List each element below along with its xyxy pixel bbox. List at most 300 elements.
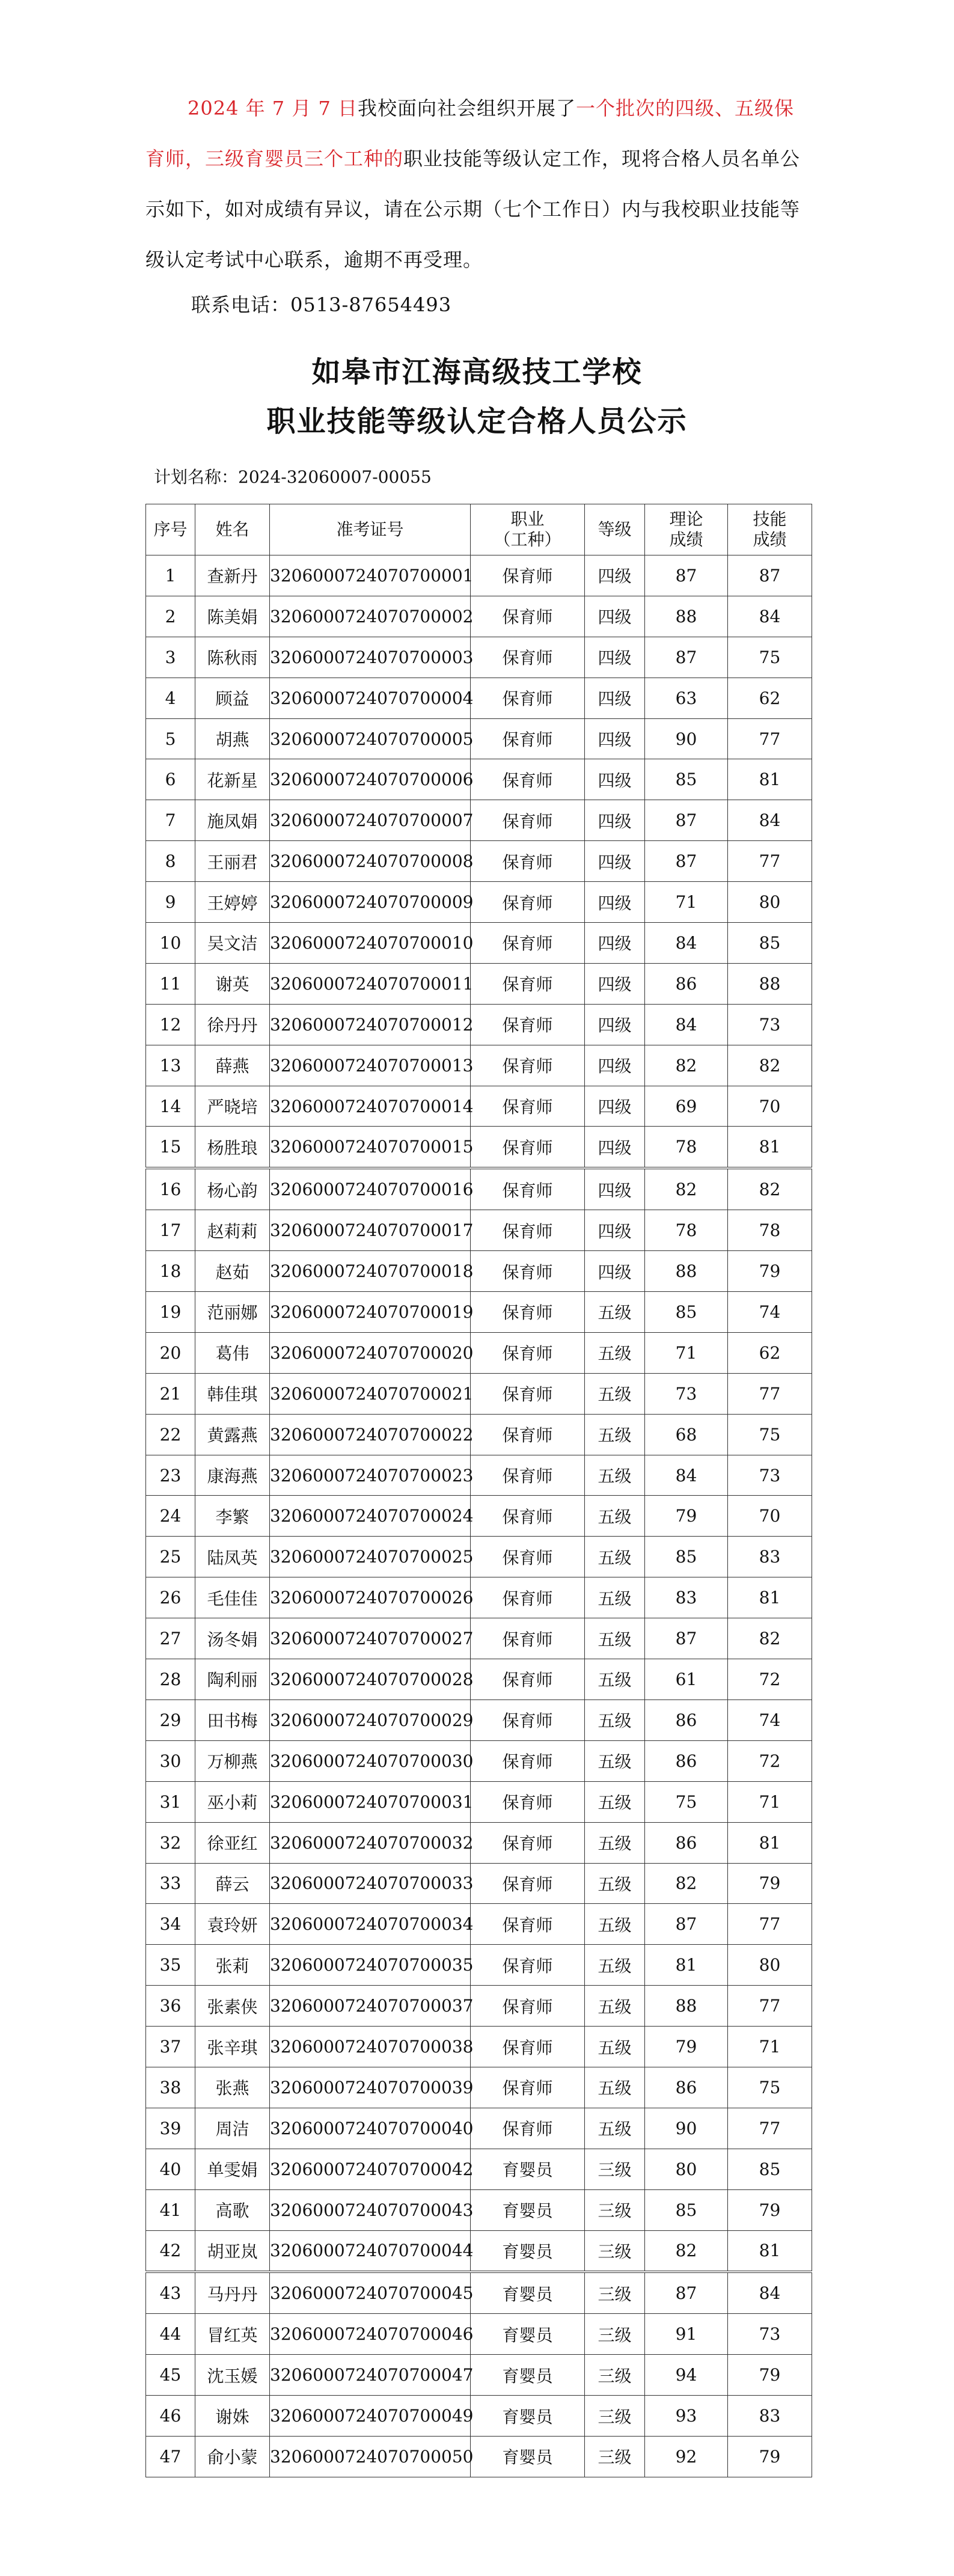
cell-level: 四级 — [585, 718, 645, 759]
cell-name: 马丹丹 — [195, 2272, 270, 2313]
cell-seq: 29 — [146, 1699, 195, 1740]
cell-theory-score: 63 — [645, 678, 728, 718]
cell-occupation: 保育师 — [471, 1537, 585, 1577]
cell-name: 张燕 — [195, 2067, 270, 2108]
cell-exam-id: 3206000724070700005 — [270, 718, 471, 759]
table-row — [146, 1127, 812, 1168]
cell-exam-id: 3206000724070700039 — [270, 2067, 471, 2108]
cell-skill-score: 75 — [728, 2067, 812, 2108]
cell-theory-score: 84 — [645, 923, 728, 964]
cell-exam-id: 3206000724070700004 — [270, 678, 471, 718]
cell-occupation: 育婴员 — [471, 2355, 585, 2396]
cell-seq: 34 — [146, 1904, 195, 1945]
cell-occupation: 保育师 — [471, 1863, 585, 1904]
cell-theory-score: 87 — [645, 637, 728, 678]
cell-level: 四级 — [585, 882, 645, 923]
table-row — [146, 1618, 812, 1659]
notice-text-a: 我校面向社会组织开展了 — [358, 97, 576, 120]
table-row — [146, 963, 812, 1004]
cell-theory-score: 84 — [645, 1004, 728, 1045]
cell-name: 赵茹 — [195, 1251, 270, 1292]
cell-level: 五级 — [585, 1659, 645, 1700]
table-row — [146, 2436, 812, 2477]
cell-skill-score: 79 — [728, 2436, 812, 2477]
cell-occupation: 育婴员 — [471, 2230, 585, 2272]
cell-occupation: 保育师 — [471, 1168, 585, 1210]
cell-level: 五级 — [585, 1373, 645, 1414]
cell-occupation: 保育师 — [471, 841, 585, 882]
cell-skill-score: 82 — [728, 1045, 812, 1086]
cell-exam-id: 3206000724070700011 — [270, 963, 471, 1004]
cell-name: 冒红英 — [195, 2314, 270, 2355]
announcement-title: 职业技能等级认定合格人员公示 — [266, 405, 688, 438]
cell-seq: 42 — [146, 2230, 195, 2272]
cell-exam-id: 3206000724070700009 — [270, 882, 471, 923]
cell-seq: 7 — [146, 800, 195, 841]
cell-name: 胡燕 — [195, 718, 270, 759]
cell-theory-score: 79 — [645, 1496, 728, 1537]
cell-occupation: 保育师 — [471, 1577, 585, 1618]
cell-seq: 35 — [146, 1945, 195, 1986]
cell-exam-id: 3206000724070700031 — [270, 1781, 471, 1822]
table-row — [146, 2396, 812, 2437]
cell-level: 五级 — [585, 1455, 645, 1496]
cell-skill-score: 77 — [728, 1986, 812, 2027]
cell-name: 范丽娜 — [195, 1292, 270, 1333]
cell-occupation: 保育师 — [471, 1904, 585, 1945]
cell-skill-score: 71 — [728, 2027, 812, 2067]
cell-level: 三级 — [585, 2314, 645, 2355]
cell-seq: 2 — [146, 596, 195, 637]
table-row — [146, 1537, 812, 1577]
cell-seq: 23 — [146, 1455, 195, 1496]
cell-name: 杨胜琅 — [195, 1127, 270, 1168]
cell-level: 三级 — [585, 2272, 645, 2313]
cell-theory-score: 87 — [645, 1618, 728, 1659]
cell-seq: 8 — [146, 841, 195, 882]
table-row — [146, 1292, 812, 1333]
notice-batch: 一个批次的四级、五级保育师，三级育婴员三个工种的 — [145, 97, 795, 170]
cell-seq: 39 — [146, 2108, 195, 2149]
cell-skill-score: 77 — [728, 2108, 812, 2149]
cell-exam-id: 3206000724070700016 — [270, 1168, 471, 1210]
cell-occupation: 育婴员 — [471, 2272, 585, 2313]
cell-skill-score: 81 — [728, 1577, 812, 1618]
cell-name: 韩佳琪 — [195, 1373, 270, 1414]
cell-seq: 33 — [146, 1863, 195, 1904]
cell-level: 四级 — [585, 678, 645, 718]
cell-seq: 20 — [146, 1332, 195, 1373]
cell-exam-id: 3206000724070700028 — [270, 1659, 471, 1700]
cell-level: 五级 — [585, 1332, 645, 1373]
cell-seq: 11 — [146, 963, 195, 1004]
table-row — [146, 2067, 812, 2108]
cell-occupation: 育婴员 — [471, 2314, 585, 2355]
cell-name: 胡亚岚 — [195, 2230, 270, 2272]
cell-seq: 12 — [146, 1004, 195, 1045]
cell-name: 花新星 — [195, 759, 270, 800]
cell-name: 王丽君 — [195, 841, 270, 882]
cell-seq: 32 — [146, 1822, 195, 1863]
cell-name: 陈秋雨 — [195, 637, 270, 678]
cell-name: 徐丹丹 — [195, 1004, 270, 1045]
cell-level: 四级 — [585, 1210, 645, 1251]
table-row — [146, 1332, 812, 1373]
cell-level: 四级 — [585, 1086, 645, 1127]
cell-name: 顾益 — [195, 678, 270, 718]
cell-name: 陶利丽 — [195, 1659, 270, 1700]
table-row — [146, 1781, 812, 1822]
cell-skill-score: 80 — [728, 1945, 812, 1986]
cell-skill-score: 75 — [728, 1414, 812, 1455]
cell-skill-score: 80 — [728, 882, 812, 923]
cell-skill-score: 79 — [728, 2355, 812, 2396]
cell-occupation: 保育师 — [471, 678, 585, 718]
cell-seq: 17 — [146, 1210, 195, 1251]
table-row — [146, 759, 812, 800]
cell-name: 田书梅 — [195, 1699, 270, 1740]
cell-skill-score: 70 — [728, 1496, 812, 1537]
cell-seq: 44 — [146, 2314, 195, 2355]
cell-level: 三级 — [585, 2355, 645, 2396]
cell-seq: 43 — [146, 2272, 195, 2313]
cell-seq: 25 — [146, 1537, 195, 1577]
cell-name: 薛云 — [195, 1863, 270, 1904]
cell-theory-score: 83 — [645, 1577, 728, 1618]
cell-theory-score: 79 — [645, 2027, 728, 2067]
cell-skill-score: 81 — [728, 1822, 812, 1863]
header-skill-line1: 技能 — [753, 509, 787, 529]
cell-name: 高歌 — [195, 2189, 270, 2230]
cell-exam-id: 3206000724070700010 — [270, 923, 471, 964]
cell-skill-score: 77 — [728, 841, 812, 882]
cell-seq: 26 — [146, 1577, 195, 1618]
cell-skill-score: 79 — [728, 2189, 812, 2230]
cell-occupation: 保育师 — [471, 1822, 585, 1863]
cell-occupation: 保育师 — [471, 2067, 585, 2108]
cell-skill-score: 72 — [728, 1659, 812, 1700]
cell-occupation: 保育师 — [471, 1373, 585, 1414]
cell-level: 四级 — [585, 923, 645, 964]
header-level: 等级 — [585, 504, 645, 555]
cell-exam-id: 3206000724070700030 — [270, 1740, 471, 1781]
cell-exam-id: 3206000724070700018 — [270, 1251, 471, 1292]
cell-level: 四级 — [585, 963, 645, 1004]
cell-exam-id: 3206000724070700042 — [270, 2149, 471, 2189]
cell-level: 四级 — [585, 596, 645, 637]
cell-seq: 16 — [146, 1168, 195, 1210]
cell-seq: 6 — [146, 759, 195, 800]
cell-theory-score: 87 — [645, 2272, 728, 2313]
cell-level: 四级 — [585, 555, 645, 596]
cell-exam-id: 3206000724070700035 — [270, 1945, 471, 1986]
cell-occupation: 保育师 — [471, 1781, 585, 1822]
cell-skill-score: 62 — [728, 678, 812, 718]
cell-seq: 40 — [146, 2149, 195, 2189]
cell-exam-id: 3206000724070700025 — [270, 1537, 471, 1577]
table-row — [146, 1210, 812, 1251]
table-row — [146, 2027, 812, 2067]
cell-level: 四级 — [585, 759, 645, 800]
cell-exam-id: 3206000724070700017 — [270, 1210, 471, 1251]
cell-occupation: 保育师 — [471, 759, 585, 800]
header-name: 姓名 — [195, 504, 270, 555]
cell-skill-score: 84 — [728, 2272, 812, 2313]
cell-skill-score: 78 — [728, 1210, 812, 1251]
cell-exam-id: 3206000724070700022 — [270, 1414, 471, 1455]
cell-theory-score: 73 — [645, 1373, 728, 1414]
cell-seq: 13 — [146, 1045, 195, 1086]
header-theory-line2: 成绩 — [669, 530, 703, 549]
cell-name: 李繁 — [195, 1496, 270, 1537]
cell-skill-score: 77 — [728, 1904, 812, 1945]
cell-name: 陈美娟 — [195, 596, 270, 637]
contact-phone: 联系电话：0513-87654493 — [191, 293, 452, 316]
cell-theory-score: 82 — [645, 1045, 728, 1086]
cell-skill-score: 77 — [728, 1373, 812, 1414]
cell-skill-score: 81 — [728, 1127, 812, 1168]
cell-level: 四级 — [585, 1251, 645, 1292]
cell-level: 三级 — [585, 2230, 645, 2272]
table-row — [146, 2230, 812, 2272]
cell-level: 五级 — [585, 1904, 645, 1945]
cell-exam-id: 3206000724070700003 — [270, 637, 471, 678]
notice-paragraph — [145, 83, 813, 285]
cell-theory-score: 84 — [645, 1455, 728, 1496]
table-row — [146, 1986, 812, 2027]
cell-theory-score: 78 — [645, 1210, 728, 1251]
cell-occupation: 保育师 — [471, 1496, 585, 1537]
table-row — [146, 1004, 812, 1045]
cell-exam-id: 3206000724070700001 — [270, 555, 471, 596]
cell-theory-score: 93 — [645, 2396, 728, 2437]
table-row — [146, 2149, 812, 2189]
cell-name: 单雯娟 — [195, 2149, 270, 2189]
cell-level: 三级 — [585, 2396, 645, 2437]
cell-name: 俞小蒙 — [195, 2436, 270, 2477]
cell-level: 五级 — [585, 1740, 645, 1781]
cell-level: 五级 — [585, 1414, 645, 1455]
cell-exam-id: 3206000724070700014 — [270, 1086, 471, 1127]
cell-occupation: 育婴员 — [471, 2436, 585, 2477]
cell-exam-id: 3206000724070700049 — [270, 2396, 471, 2437]
cell-seq: 46 — [146, 2396, 195, 2437]
table-row — [146, 841, 812, 882]
cell-level: 五级 — [585, 1945, 645, 1986]
cell-skill-score: 88 — [728, 963, 812, 1004]
cell-name: 黄露燕 — [195, 1414, 270, 1455]
cell-skill-score: 71 — [728, 1781, 812, 1822]
cell-name: 施凤娟 — [195, 800, 270, 841]
table-row — [146, 596, 812, 637]
header-occupation-line1: 职业 — [510, 509, 545, 529]
cell-name: 张辛琪 — [195, 2027, 270, 2067]
cell-exam-id: 3206000724070700038 — [270, 2027, 471, 2067]
header-occupation — [471, 504, 585, 555]
table-row — [146, 1045, 812, 1086]
cell-seq: 3 — [146, 637, 195, 678]
cell-level: 四级 — [585, 1045, 645, 1086]
cell-theory-score: 87 — [645, 841, 728, 882]
cell-theory-score: 88 — [645, 596, 728, 637]
cell-theory-score: 85 — [645, 759, 728, 800]
cell-level: 四级 — [585, 1168, 645, 1210]
cell-level: 四级 — [585, 841, 645, 882]
cell-skill-score: 79 — [728, 1863, 812, 1904]
table-row — [146, 1496, 812, 1537]
cell-theory-score: 90 — [645, 718, 728, 759]
cell-seq: 19 — [146, 1292, 195, 1333]
table-row — [146, 718, 812, 759]
cell-occupation: 保育师 — [471, 1740, 585, 1781]
cell-exam-id: 3206000724070700046 — [270, 2314, 471, 2355]
cell-seq: 21 — [146, 1373, 195, 1414]
cell-seq: 30 — [146, 1740, 195, 1781]
cell-occupation: 保育师 — [471, 800, 585, 841]
cell-name: 陆凤英 — [195, 1537, 270, 1577]
cell-skill-score: 82 — [728, 1618, 812, 1659]
table-header-row — [146, 504, 812, 555]
cell-seq: 9 — [146, 882, 195, 923]
cell-seq: 28 — [146, 1659, 195, 1700]
plan-name: 计划名称：2024-32060007-00055 — [154, 467, 432, 487]
cell-exam-id: 3206000724070700050 — [270, 2436, 471, 2477]
cell-exam-id: 3206000724070700008 — [270, 841, 471, 882]
table-row — [146, 1168, 812, 1210]
cell-exam-id: 3206000724070700047 — [270, 2355, 471, 2396]
table-body — [146, 555, 812, 2477]
cell-exam-id: 3206000724070700007 — [270, 800, 471, 841]
cell-name: 张莉 — [195, 1945, 270, 1986]
cell-name: 徐亚红 — [195, 1822, 270, 1863]
cell-name: 杨心韵 — [195, 1168, 270, 1210]
cell-theory-score: 69 — [645, 1086, 728, 1127]
cell-seq: 31 — [146, 1781, 195, 1822]
cell-theory-score: 71 — [645, 1332, 728, 1373]
cell-seq: 1 — [146, 555, 195, 596]
cell-theory-score: 88 — [645, 1986, 728, 2027]
cell-theory-score: 92 — [645, 2436, 728, 2477]
cell-name: 谢英 — [195, 963, 270, 1004]
cell-skill-score: 84 — [728, 596, 812, 637]
cell-exam-id: 3206000724070700006 — [270, 759, 471, 800]
cell-occupation: 保育师 — [471, 1986, 585, 2027]
cell-occupation: 保育师 — [471, 1332, 585, 1373]
cell-skill-score: 62 — [728, 1332, 812, 1373]
table-row — [146, 2272, 812, 2313]
header-skill-line2: 成绩 — [753, 530, 787, 549]
cell-seq: 18 — [146, 1251, 195, 1292]
table-row — [146, 1945, 812, 1986]
cell-level: 四级 — [585, 1004, 645, 1045]
cell-occupation: 保育师 — [471, 963, 585, 1004]
cell-exam-id: 3206000724070700020 — [270, 1332, 471, 1373]
cell-theory-score: 91 — [645, 2314, 728, 2355]
cell-name: 汤冬娟 — [195, 1618, 270, 1659]
cell-name: 万柳燕 — [195, 1740, 270, 1781]
cell-exam-id: 3206000724070700033 — [270, 1863, 471, 1904]
cell-theory-score: 86 — [645, 1822, 728, 1863]
cell-theory-score: 87 — [645, 800, 728, 841]
cell-theory-score: 85 — [645, 1292, 728, 1333]
cell-skill-score: 77 — [728, 718, 812, 759]
cell-theory-score: 78 — [645, 1127, 728, 1168]
cell-theory-score: 88 — [645, 1251, 728, 1292]
cell-name: 张素侠 — [195, 1986, 270, 2027]
cell-occupation: 保育师 — [471, 882, 585, 923]
table-row — [146, 882, 812, 923]
cell-name: 周洁 — [195, 2108, 270, 2149]
cell-level: 五级 — [585, 1986, 645, 2027]
cell-name: 袁玲妍 — [195, 1904, 270, 1945]
header-occupation-line2: （工种） — [494, 530, 561, 549]
cell-exam-id: 3206000724070700043 — [270, 2189, 471, 2230]
cell-level: 四级 — [585, 637, 645, 678]
cell-theory-score: 86 — [645, 1740, 728, 1781]
cell-seq: 10 — [146, 923, 195, 964]
cell-level: 五级 — [585, 1618, 645, 1659]
cell-theory-score: 94 — [645, 2355, 728, 2396]
cell-occupation: 保育师 — [471, 1618, 585, 1659]
cell-skill-score: 73 — [728, 2314, 812, 2355]
table-row — [146, 2189, 812, 2230]
cell-seq: 24 — [146, 1496, 195, 1537]
cell-occupation: 育婴员 — [471, 2189, 585, 2230]
cell-skill-score: 73 — [728, 1004, 812, 1045]
cell-skill-score: 82 — [728, 1168, 812, 1210]
cell-skill-score: 74 — [728, 1292, 812, 1333]
cell-occupation: 保育师 — [471, 1045, 585, 1086]
cell-theory-score: 81 — [645, 1945, 728, 1986]
cell-theory-score: 85 — [645, 1537, 728, 1577]
cell-level: 三级 — [585, 2149, 645, 2189]
cell-level: 五级 — [585, 1781, 645, 1822]
cell-theory-score: 71 — [645, 882, 728, 923]
cell-occupation: 保育师 — [471, 2108, 585, 2149]
cell-name: 巫小莉 — [195, 1781, 270, 1822]
cell-level: 五级 — [585, 1496, 645, 1537]
cell-exam-id: 3206000724070700012 — [270, 1004, 471, 1045]
cell-theory-score: 85 — [645, 2189, 728, 2230]
cell-theory-score: 82 — [645, 1168, 728, 1210]
cell-skill-score: 74 — [728, 1699, 812, 1740]
cell-occupation: 保育师 — [471, 1086, 585, 1127]
cell-skill-score: 70 — [728, 1086, 812, 1127]
cell-exam-id: 3206000724070700026 — [270, 1577, 471, 1618]
cell-level: 五级 — [585, 2067, 645, 2108]
cell-seq: 45 — [146, 2355, 195, 2396]
cell-name: 王婷婷 — [195, 882, 270, 923]
cell-skill-score: 72 — [728, 1740, 812, 1781]
cell-name: 吴文洁 — [195, 923, 270, 964]
cell-seq: 14 — [146, 1086, 195, 1127]
cell-name: 严晓培 — [195, 1086, 270, 1127]
cell-exam-id: 3206000724070700029 — [270, 1699, 471, 1740]
header-exam-id: 准考证号 — [270, 504, 471, 555]
cell-exam-id: 3206000724070700021 — [270, 1373, 471, 1414]
cell-occupation: 保育师 — [471, 1699, 585, 1740]
table-row — [146, 2108, 812, 2149]
cell-level: 三级 — [585, 2189, 645, 2230]
cell-exam-id: 3206000724070700032 — [270, 1822, 471, 1863]
cell-theory-score: 80 — [645, 2149, 728, 2189]
cell-skill-score: 85 — [728, 923, 812, 964]
cell-skill-score: 73 — [728, 1455, 812, 1496]
qualified-roster-table — [145, 504, 812, 2477]
cell-level: 五级 — [585, 1863, 645, 1904]
table-row — [146, 2355, 812, 2396]
cell-skill-score: 87 — [728, 555, 812, 596]
